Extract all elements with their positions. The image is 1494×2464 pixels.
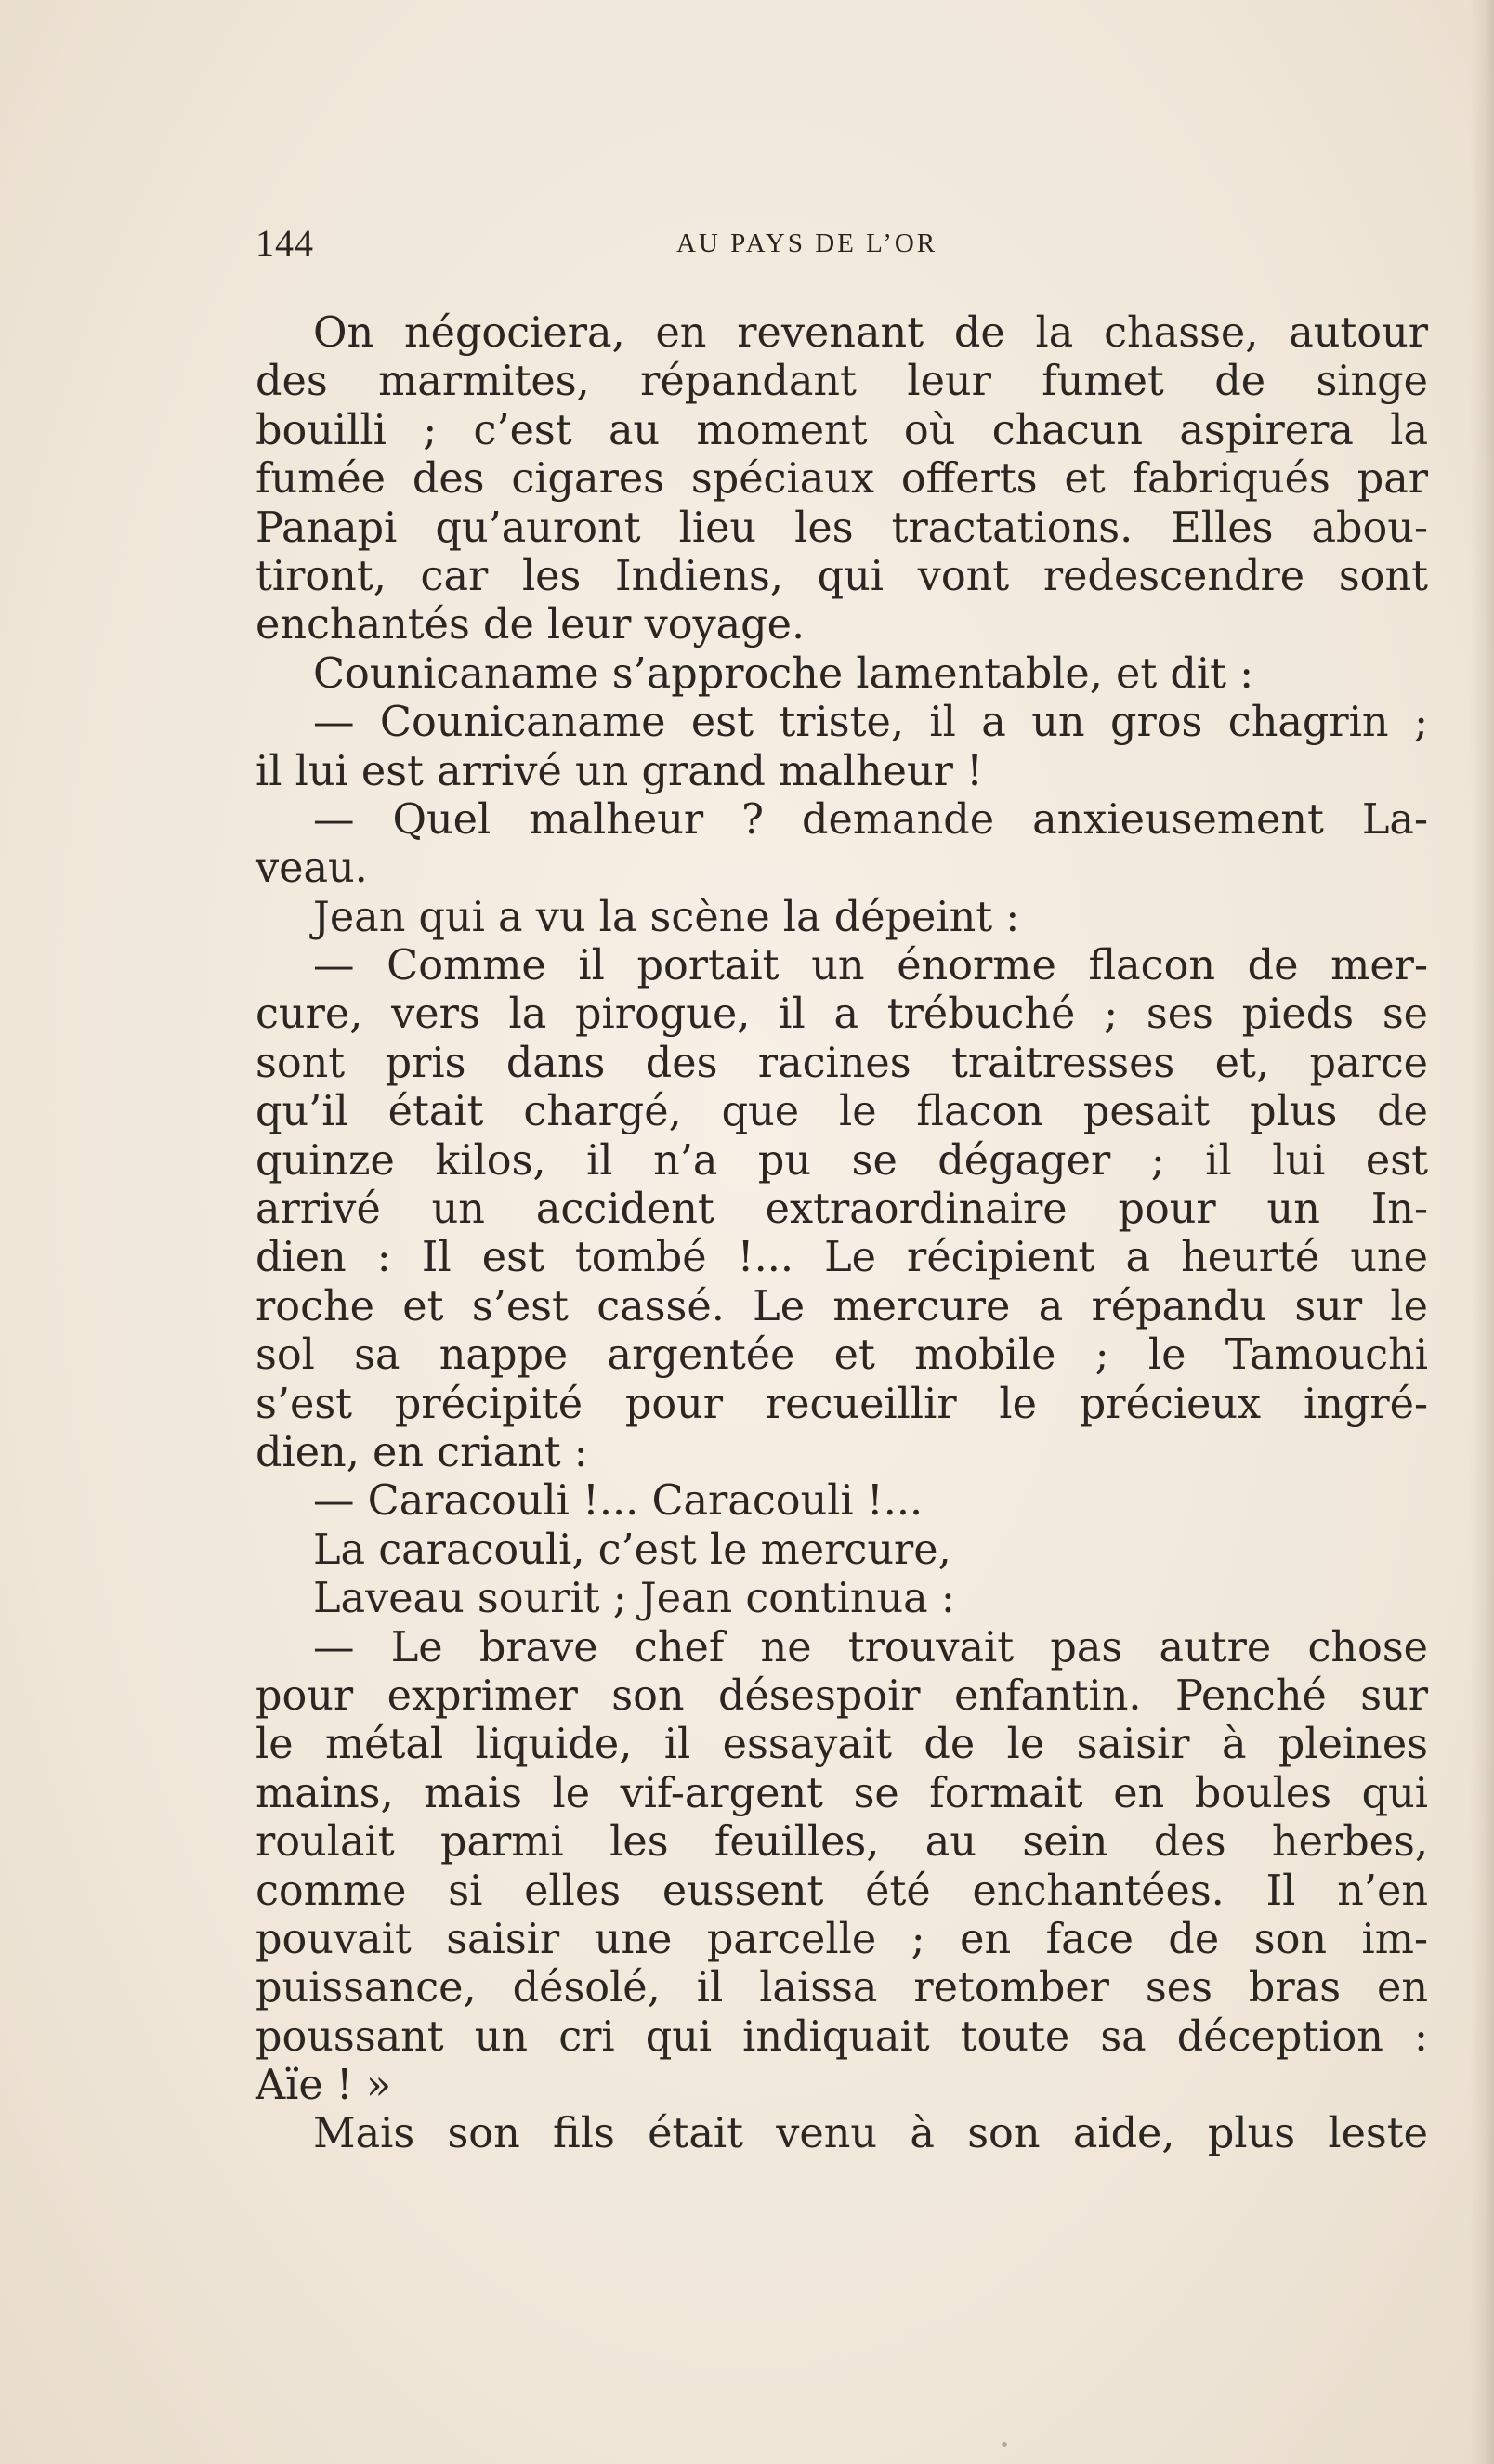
text-line: fumée des cigares spéciaux offerts et fabriqués par <box>256 455 1428 504</box>
text-line: Counicaname s’approche lamentable, et dit : <box>313 649 1254 698</box>
text-line: sont pris dans des racines traitresses et, parce <box>256 1039 1428 1087</box>
body-text <box>256 309 1428 2159</box>
text-line: arrivé un accident extraordinaire pour un In- <box>256 1186 1428 1234</box>
text-line: roche et s’est cassé. Le mercure a répandu sur le <box>256 1282 1428 1330</box>
text-line: dien, en criant : <box>256 1428 588 1476</box>
text-line: cure, vers la pirogue, il a trébuché ; ses pieds se <box>256 990 1428 1039</box>
text-line: pouvait saisir une parcelle ; en face de son im- <box>256 1915 1428 1963</box>
text-line: le métal liquide, il essayait de le saisir à pleines <box>256 1721 1428 1769</box>
text-line: Aïe ! » <box>256 2062 392 2110</box>
text-line: — Caracouli !... Caracouli !... <box>313 1477 924 1526</box>
text-line: quinze kilos, il n’a pu se dégager ; il lui est <box>256 1136 1428 1185</box>
text-line: comme si elles eussent été enchantées. Il n’en <box>256 1867 1428 1915</box>
text-line: — Quel malheur ? demande anxieusement La- <box>313 795 1428 844</box>
text-line: poussant un cri qui indiquait toute sa déception : <box>256 2012 1428 2061</box>
text-line: bouilli ; c’est au moment où chacun aspirera la <box>256 406 1428 454</box>
text-line: — Counicaname est triste, il a un gros chagrin ; <box>313 699 1428 747</box>
text-line: qu’il était chargé, que le flacon pesait plus de <box>256 1088 1428 1136</box>
text-line: Jean qui a vu la scène la dépeint : <box>313 893 1020 941</box>
text-line: Mais son fils était venu à son aide, plus leste <box>313 2110 1428 2158</box>
page-edge-shadow <box>1470 0 1494 2464</box>
running-title: AU PAYS DE L’OR <box>676 229 938 258</box>
text-line: des marmites, répandant leur fumet de singe <box>256 358 1428 406</box>
text-line: sol sa nappe argentée et mobile ; le Tamouchi <box>256 1331 1428 1380</box>
text-line: — Le brave chef ne trouvait pas autre chose <box>313 1623 1428 1671</box>
text-line: pour exprimer son désespoir enfantin. Penché sur <box>256 1671 1428 1720</box>
text-line: tiront, car les Indiens, qui vont redescendre sont <box>256 552 1428 600</box>
paper-speck <box>1002 2442 1007 2447</box>
text-line: On négociera, en revenant de la chasse, autour <box>313 309 1428 357</box>
text-line: il lui est arrivé un grand malheur ! <box>256 747 983 795</box>
text-line: s’est précipité pour recueillir le précieux ingré- <box>256 1380 1428 1428</box>
page-number: 144 <box>256 222 314 264</box>
text-line: mains, mais le vif-argent se formait en boules qui <box>256 1769 1428 1817</box>
text-line: veau. <box>256 845 368 893</box>
text-line: — Comme il portait un énorme flacon de mer- <box>313 942 1428 990</box>
text-line: dien : Il est tombé !... Le récipient a heurté une <box>256 1234 1428 1282</box>
text-line: La caracouli, c’est le mercure, <box>313 1526 951 1574</box>
text-line: puissance, désolé, il laissa retomber ses bras en <box>256 1964 1428 2012</box>
page-header <box>256 221 1440 268</box>
text-line: enchantés de leur voyage. <box>256 601 806 649</box>
text-line: roulait parmi les feuilles, au sein des herbes, <box>256 1818 1428 1867</box>
text-line: Panapi qu’auront lieu les tractations. Elles abou- <box>256 504 1428 552</box>
text-line: Laveau sourit ; Jean continua : <box>313 1575 955 1623</box>
